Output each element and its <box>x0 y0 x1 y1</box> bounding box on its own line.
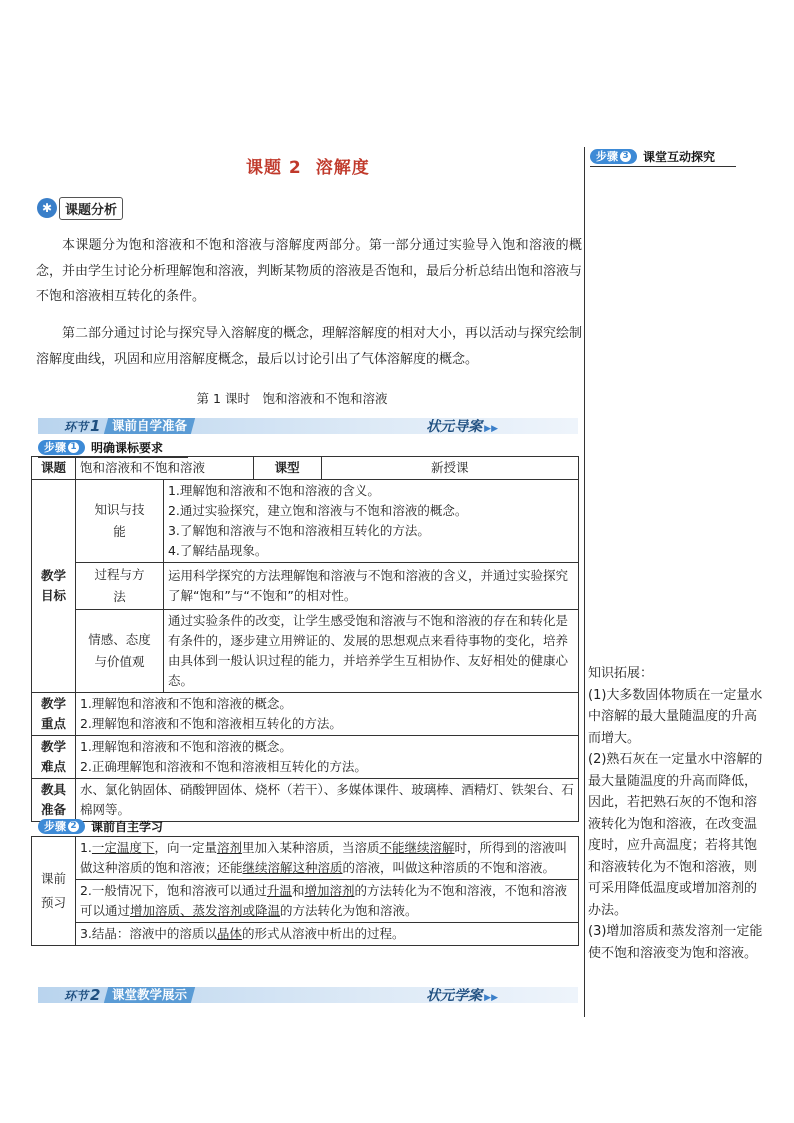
segment-bar-2 <box>38 987 578 1003</box>
cell-preview-3: 3.结晶：溶液中的溶质以晶体的形式从溶液中析出的过程。 <box>75 923 578 946</box>
title-prefix: 课题 2 <box>246 158 302 178</box>
cell-difficulty-items: 1.理解饱和溶液和不饱和溶液的概念。 2.正确理解饱和溶液和不饱和溶液相互转化的方法。 <box>75 736 578 779</box>
intro-paragraph-1: 本课题分为饱和溶液和不饱和溶液与溶解度两部分。第一部分通过实验导入饱和溶液的概念，并由学生讨论分析理解饱和溶液，判断某物质的溶液是否饱和，最后分析总结出饱和溶液与不饱和溶液相互转化的条件。 <box>36 238 583 304</box>
cell-tools-label: 教具准备 <box>32 779 76 822</box>
cell-difficulty-label: 教学难点 <box>32 736 76 779</box>
cell-knowledge-items: 1.理解饱和溶液和不饱和溶液的含义。 2.通过实验探究，建立饱和溶液与不饱和溶液的概念。 3.了解饱和溶液与不饱和溶液相互转化的方法。 4.了解结晶现象。 <box>163 480 578 563</box>
step-header-1 <box>38 439 163 456</box>
cell-process-text: 运用科学探究的方法理解饱和溶液与不饱和溶液的含义，并通过实验探究了解“饱和”与“不饱和”的相对性。 <box>163 563 578 610</box>
sidebar-item: (3)增加溶质和蒸发溶剂一定能使不饱和溶液变为饱和溶液。 <box>588 924 763 961</box>
analysis-badge <box>37 197 123 219</box>
sidebar-heading: 知识拓展： <box>588 666 654 681</box>
step-title: 明确课标要求 <box>91 441 164 455</box>
segment-right-label: 状元学案 ▶▶ <box>426 988 498 1004</box>
segment-label: 环节 <box>64 419 89 434</box>
preview-table <box>31 836 579 946</box>
segment-number: 2 <box>90 986 101 1004</box>
step-header-2 <box>38 818 163 835</box>
cell-key-items: 1.理解饱和溶液和不饱和溶液的概念。 2.理解饱和溶液和不饱和溶液相互转化的方法。 <box>75 693 578 736</box>
gear-icon: ✱ <box>37 198 57 218</box>
column-divider <box>584 147 585 1017</box>
title-name: 溶解度 <box>315 158 370 178</box>
cell-topic: 饱和溶液和不饱和溶液 <box>75 457 253 480</box>
curriculum-table <box>31 456 579 822</box>
step-title: 课堂互动探究 <box>643 150 716 164</box>
table-row <box>32 480 579 563</box>
step-pill: 步骤 3 <box>590 149 637 164</box>
cell-emotion-text: 通过实验条件的改变，让学生感受饱和溶液与不饱和溶液的存在和转化是有条件的，逐步建立用辨证的、发展的思想观点来看待事物的变化，培养由具体到一般认识过程的能力，并培养学生互相协作、友好相处的健康心态。 <box>163 610 578 693</box>
cell-type-header: 课型 <box>253 457 321 480</box>
segment-title: 课前自学准备 <box>104 418 195 434</box>
cell-process-label: 过程与方法 <box>75 563 163 610</box>
sidebar-item: (2)熟石灰在一定量水中溶解的最大量随温度的升高而降低，因此，若把熟石灰的不饱和溶液转化为饱和溶液，在改变温度时，应升高温度；若将其饱和溶液转化为不饱和溶液，则可采用降低温度或增加溶剂的办法。 <box>588 752 763 918</box>
page-title <box>246 153 370 178</box>
step-pill: 步骤 1 <box>38 440 85 455</box>
cell-type: 新授课 <box>321 457 578 480</box>
knowledge-sidebar <box>588 663 764 964</box>
cell-emotion-label: 情感、态度与价值观 <box>75 610 163 693</box>
cell-topic-header: 课题 <box>32 457 76 480</box>
step-title: 课前自主学习 <box>91 820 164 834</box>
segment-right-label: 状元导案 ▶▶ <box>426 419 498 435</box>
table-row <box>32 610 579 693</box>
cell-preview-label: 课前预习 <box>32 837 76 946</box>
step-pill: 步骤 2 <box>38 819 85 834</box>
cell-knowledge-label: 知识与技能 <box>75 480 163 563</box>
table-row <box>32 880 579 923</box>
cell-preview-1: 1.一定温度下，向一定量溶剂里加入某种溶质，当溶质不能继续溶解时，所得到的溶液叫做这种溶质的饱和溶液；还能继续溶解这种溶质的溶液，叫做这种溶质的不饱和溶液。 <box>75 837 578 880</box>
double-arrow-icon: ▶▶ <box>484 424 498 434</box>
table-row <box>32 923 579 946</box>
segment-title: 课堂教学展示 <box>104 987 195 1003</box>
analysis-label: 课题分析 <box>59 197 123 220</box>
step-header-3 <box>590 148 715 165</box>
sidebar-item: (1)大多数固体物质在一定量水中溶解的最大量随温度的升高而增大。 <box>588 687 763 746</box>
segment-number: 1 <box>90 417 101 435</box>
table-row <box>32 563 579 610</box>
cell-goals-label: 教学目标 <box>32 480 76 693</box>
table-row <box>32 837 579 880</box>
table-row <box>32 457 579 480</box>
table-row <box>32 779 579 822</box>
table-row <box>32 736 579 779</box>
segment-label: 环节 <box>64 988 89 1003</box>
cell-preview-2: 2.一般情况下，饱和溶液可以通过升温和增加溶剂的方法转化为不饱和溶液，不饱和溶液可以通过增加溶质、蒸发溶剂或降温的方法转化为饱和溶液。 <box>75 880 578 923</box>
double-arrow-icon: ▶▶ <box>484 993 498 1003</box>
intro-paragraph-2: 第二部分通过讨论与探究导入溶解度的概念，理解溶解度的相对大小，再以活动与探究绘制溶解度曲线，巩固和应用溶解度概念，最后以讨论引出了气体溶解度的概念。 <box>36 326 583 367</box>
segment-bar-1 <box>38 418 578 434</box>
cell-tools-text: 水、氯化钠固体、硝酸钾固体、烧杯（若干）、多媒体课件、玻璃棒、酒精灯、铁架台、石棉网等。 <box>75 779 578 822</box>
table-row <box>32 693 579 736</box>
lesson-title: 第 1 课时 饱和溶液和不饱和溶液 <box>196 391 388 406</box>
cell-key-label: 教学重点 <box>32 693 76 736</box>
